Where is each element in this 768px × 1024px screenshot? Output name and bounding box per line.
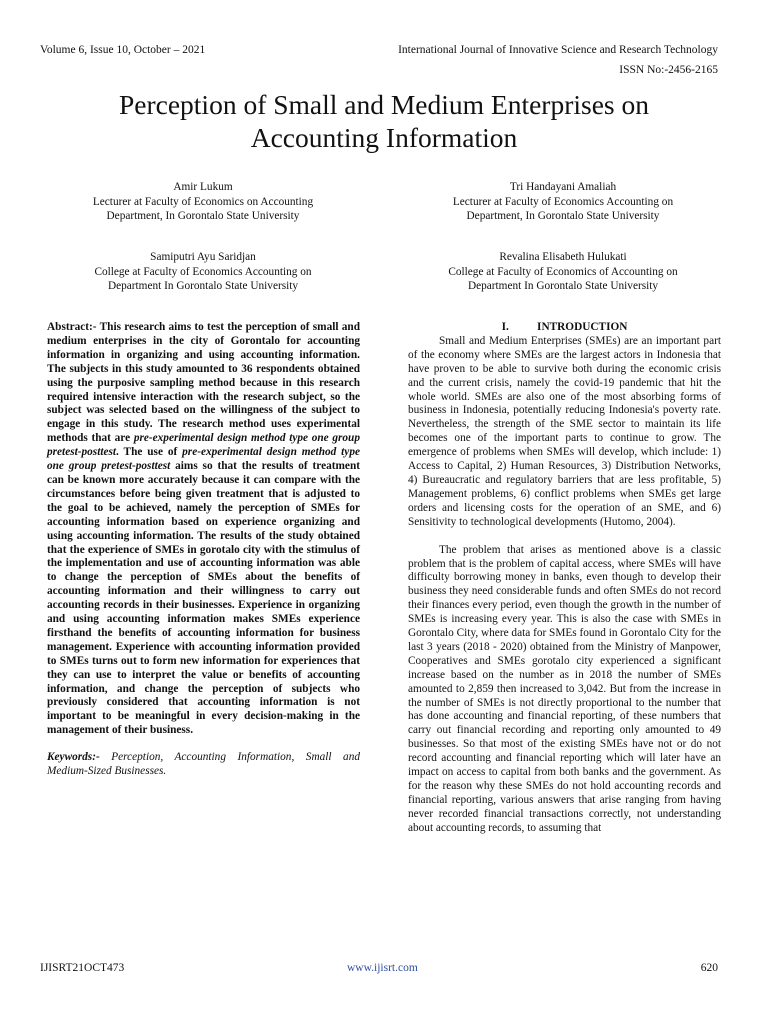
paper-title <box>40 88 728 154</box>
keywords-label: Keywords:- <box>47 751 100 764</box>
right-column <box>408 321 721 836</box>
author-name: Revalina Elisabeth Hulukati <box>499 251 627 263</box>
author-affiliation: College at Faculty of Economics of Accounting on <box>448 265 678 278</box>
author-affiliation: Department, In Gorontalo State University <box>106 210 300 222</box>
title-line-1: Perception of Small and Medium Enterprises on <box>118 89 650 120</box>
section-title: INTRODUCTION <box>537 321 628 333</box>
left-column <box>47 321 360 779</box>
author-affiliation: Department, In Gorontalo State University <box>466 210 660 222</box>
title-line-2: Accounting Information <box>250 122 518 153</box>
keywords-text: Perception, Accounting Information, Small and Medium-Sized Businesses. <box>47 751 360 778</box>
footer-url[interactable]: www.ijisrt.com <box>347 962 418 974</box>
header-journal: International Journal of Innovative Science and Research Technology <box>398 44 718 56</box>
author-block <box>403 180 723 224</box>
abstract-text: aims so that the results of treatment can be known more accurately because it can compare with the circumstances before being given treatment that is adjusted to the goal to be achieved, namely the perception of SMEs for accounting information based on experience organizing and using accounting information. The results of the study obtained that the experience of SMEs in gorotalo city with the stimulus of the implementation and use of accounting information was able to change the perception of SMEs about the benefits of accounting information and their willingness to carry out accounting records in their businesses. Experience in organizing and using accounting information makes SMEs experience firsthand the benefits of accounting information for business management. Experience with accounting information provided to SMEs turns out to form new information for experiences that they can use to interpret the value or benefits of accounting information, and change the perception of subjects who previously considered that accounting information is not important to be meaningful in every decision-making in the management of their business. <box>47 460 360 737</box>
author-affiliation: Department In Gorontalo State University <box>107 280 299 292</box>
abstract <box>47 321 360 738</box>
header-volume: Volume 6, Issue 10, October – 2021 <box>40 44 206 56</box>
author-block <box>43 180 363 224</box>
section-heading <box>408 321 721 335</box>
keywords <box>47 751 360 779</box>
abstract-italic-text: pre-experimental design method type one group pretest-posttest <box>47 432 360 459</box>
abstract-italic-text: pre-experimental design method type one group pretest-posttest <box>47 446 360 473</box>
abstract-text: . The use of <box>116 446 183 459</box>
author-name: Amir Lukum <box>173 181 233 193</box>
author-name: Tri Handayani Amaliah <box>509 181 617 193</box>
author-name: Samiputri Ayu Saridjan <box>150 251 256 263</box>
header-issn: ISSN No:-2456-2165 <box>619 64 718 76</box>
body-paragraph: The problem that arises as mentioned above is a classic problem that is the problem of capital access, where SMEs will have difficulty borrowing money in banks, even though to develop their business they need considerable funds and often SMEs do not record their finances every period, even though the growth in the number of SMEs is increasing every year. This is also the case with SMEs in Gorontalo City, where data for SMEs found in Gorontalo City for the last 3 years (2018 - 2020) obtained from the Ministry of Manpower, Cooperatives and SMEs gorotalo city experienced a significant increase based on the number as in 2018 the number of SMEs amounted to 2,859 then increased to 3,042. But from the increase in the number of SMEs is not directly proportional to the number that has done accounting and financial reporting, of these numbers that carry out financial recording and reporting only amounted to 49 businesses. So that most of the existing SMEs have not or do not record accounting and financial reporting which will later have an impact on access to capital from both banks and the government. As for the reason why these SMEs do not hold accounting records and financial reporting, various answers that arise ranging from having never recorded financial transactions correctly, not understanding about accounting records, to assuming that <box>408 543 722 834</box>
body-paragraph: Small and Medium Enterprises (SMEs) are an important part of the economy where SMEs are the largest actors in Indonesia that have proven to be able to survive both during the economic crisis and the current crisis, namely the covid-19 pandemic that hit the whole world. SMEs are also one of the most absorbing forms of business in Indonesia, potentially reducing Indonesia's poverty rate. Nevertheless, the strength of the SME sector to maintain its life becomes one of the important parts to continue to grow. The emergence of problems when SMEs will develop, which include: 1) Access to Capital, 2) Human Resources, 3) Distribution Networks, 4) Bureaucratic and regulatory barriers that are less profitable, 5) Management problems, 6) conflict problems when SMEs get large orders and licensing costs for the operation of an SME, and 6) Sensitivity to technological developments (Hutomo, 2004). <box>408 334 721 528</box>
author-block <box>43 250 363 294</box>
author-affiliation: Department In Gorontalo State University <box>467 280 659 292</box>
page-number: 620 <box>700 962 718 974</box>
footer-code: IJISRT21OCT473 <box>40 962 125 974</box>
section-number: I. <box>501 321 509 333</box>
author-block <box>403 250 723 294</box>
author-affiliation: Lecturer at Faculty of Economics Accounting on <box>452 195 674 208</box>
abstract-text: Abstract:- This research aims to test the perception of small and medium enterprises in the city of Gorontalo for accounting information in organizing and using accounting information. The subjects in this study amounted to 36 respondents obtained using the purposive sampling method because in this research required intensive interaction with the research subject, so the subject was selected based on the willingness of the subject to engage in this study. The research method uses experimental methods that are <box>47 321 360 445</box>
author-affiliation: College at Faculty of Economics Accounting on <box>94 265 312 278</box>
author-affiliation: Lecturer at Faculty of Economics on Accounting <box>92 195 314 208</box>
